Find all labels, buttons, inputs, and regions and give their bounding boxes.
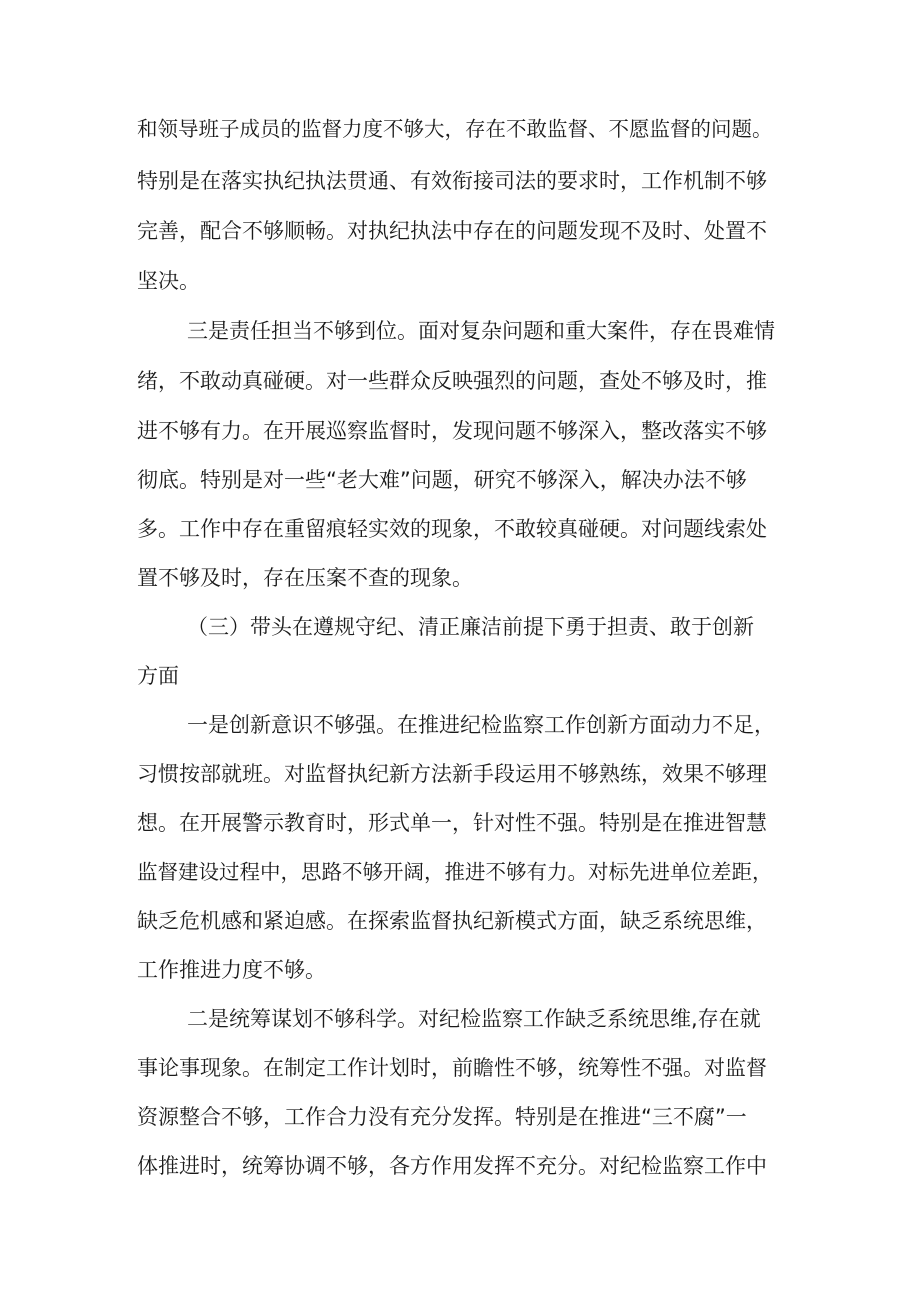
body-text-line: 事论事现象。在制定工作计划时，前瞻性不够，统筹性不强。对监督 — [137, 1056, 767, 1080]
body-text-line: 工作推进力度不够。 — [137, 958, 326, 982]
body-text-line: 二是统筹谋划不够科学。对纪检监察工作缺乏系统思维,存在就 — [187, 1007, 761, 1031]
body-text-line: 和领导班子成员的监督力度不够大，存在不敢监督、不愿监督的问题。 — [137, 117, 773, 141]
body-text-line: 习惯按部就班。对监督执纪新方法新手段运用不够熟练，效果不够理 — [137, 762, 767, 786]
body-text-line: 资源整合不够，工作合力没有充分发挥。特别是在推进“三不腐”一 — [137, 1105, 747, 1129]
body-text-line: 特别是在落实执纪执法贯通、有效衔接司法的要求时，工作机制不够 — [137, 169, 767, 193]
body-text-line: 绪，不敢动真碰硬。对一些群众反映强烈的问题，查处不够及时，推 — [137, 369, 767, 393]
body-text-line: 进不够有力。在开展巡察监督时，发现问题不够深入，整改落实不够 — [137, 419, 767, 443]
body-text-line: 体推进时，统筹协调不够，各方作用发挥不充分。对纪检监察工作中 — [137, 1154, 767, 1178]
section-heading-line: （三）带头在遵规守纪、清正廉洁前提下勇于担责、敢于创新 — [187, 615, 754, 639]
body-text-line: 一是创新意识不够强。在推进纪检监察工作创新方面动力不足， — [187, 713, 775, 737]
body-text-line: 缺乏危机感和紧迫感。在探索监督执纪新模式方面，缺乏系统思维， — [137, 909, 767, 933]
body-text-line: 想。在开展警示教育时，形式单一，针对性不强。特别是在推进智慧 — [137, 811, 767, 835]
body-text-line: 置不够及时，存在压案不查的现象。 — [137, 566, 473, 590]
body-text-line: 彻底。特别是对一些“老大难”问题，研究不够深入，解决办法不够 — [137, 468, 747, 492]
body-text-line: 多。工作中存在重留痕轻实效的现象，不敢较真碰硬。对问题线索处 — [137, 517, 767, 541]
body-text-line: 三是责任担当不够到位。面对复杂问题和重大案件，存在畏难情 — [187, 319, 775, 343]
body-text-line: 完善，配合不够顺畅。对执纪执法中存在的问题发现不及时、处置不 — [137, 219, 767, 243]
body-text-line: 监督建设过程中，思路不够开阔，推进不够有力。对标先进单位差距， — [137, 860, 773, 884]
body-text-line: 坚决。 — [137, 269, 200, 293]
section-heading-line: 方面 — [137, 664, 179, 688]
